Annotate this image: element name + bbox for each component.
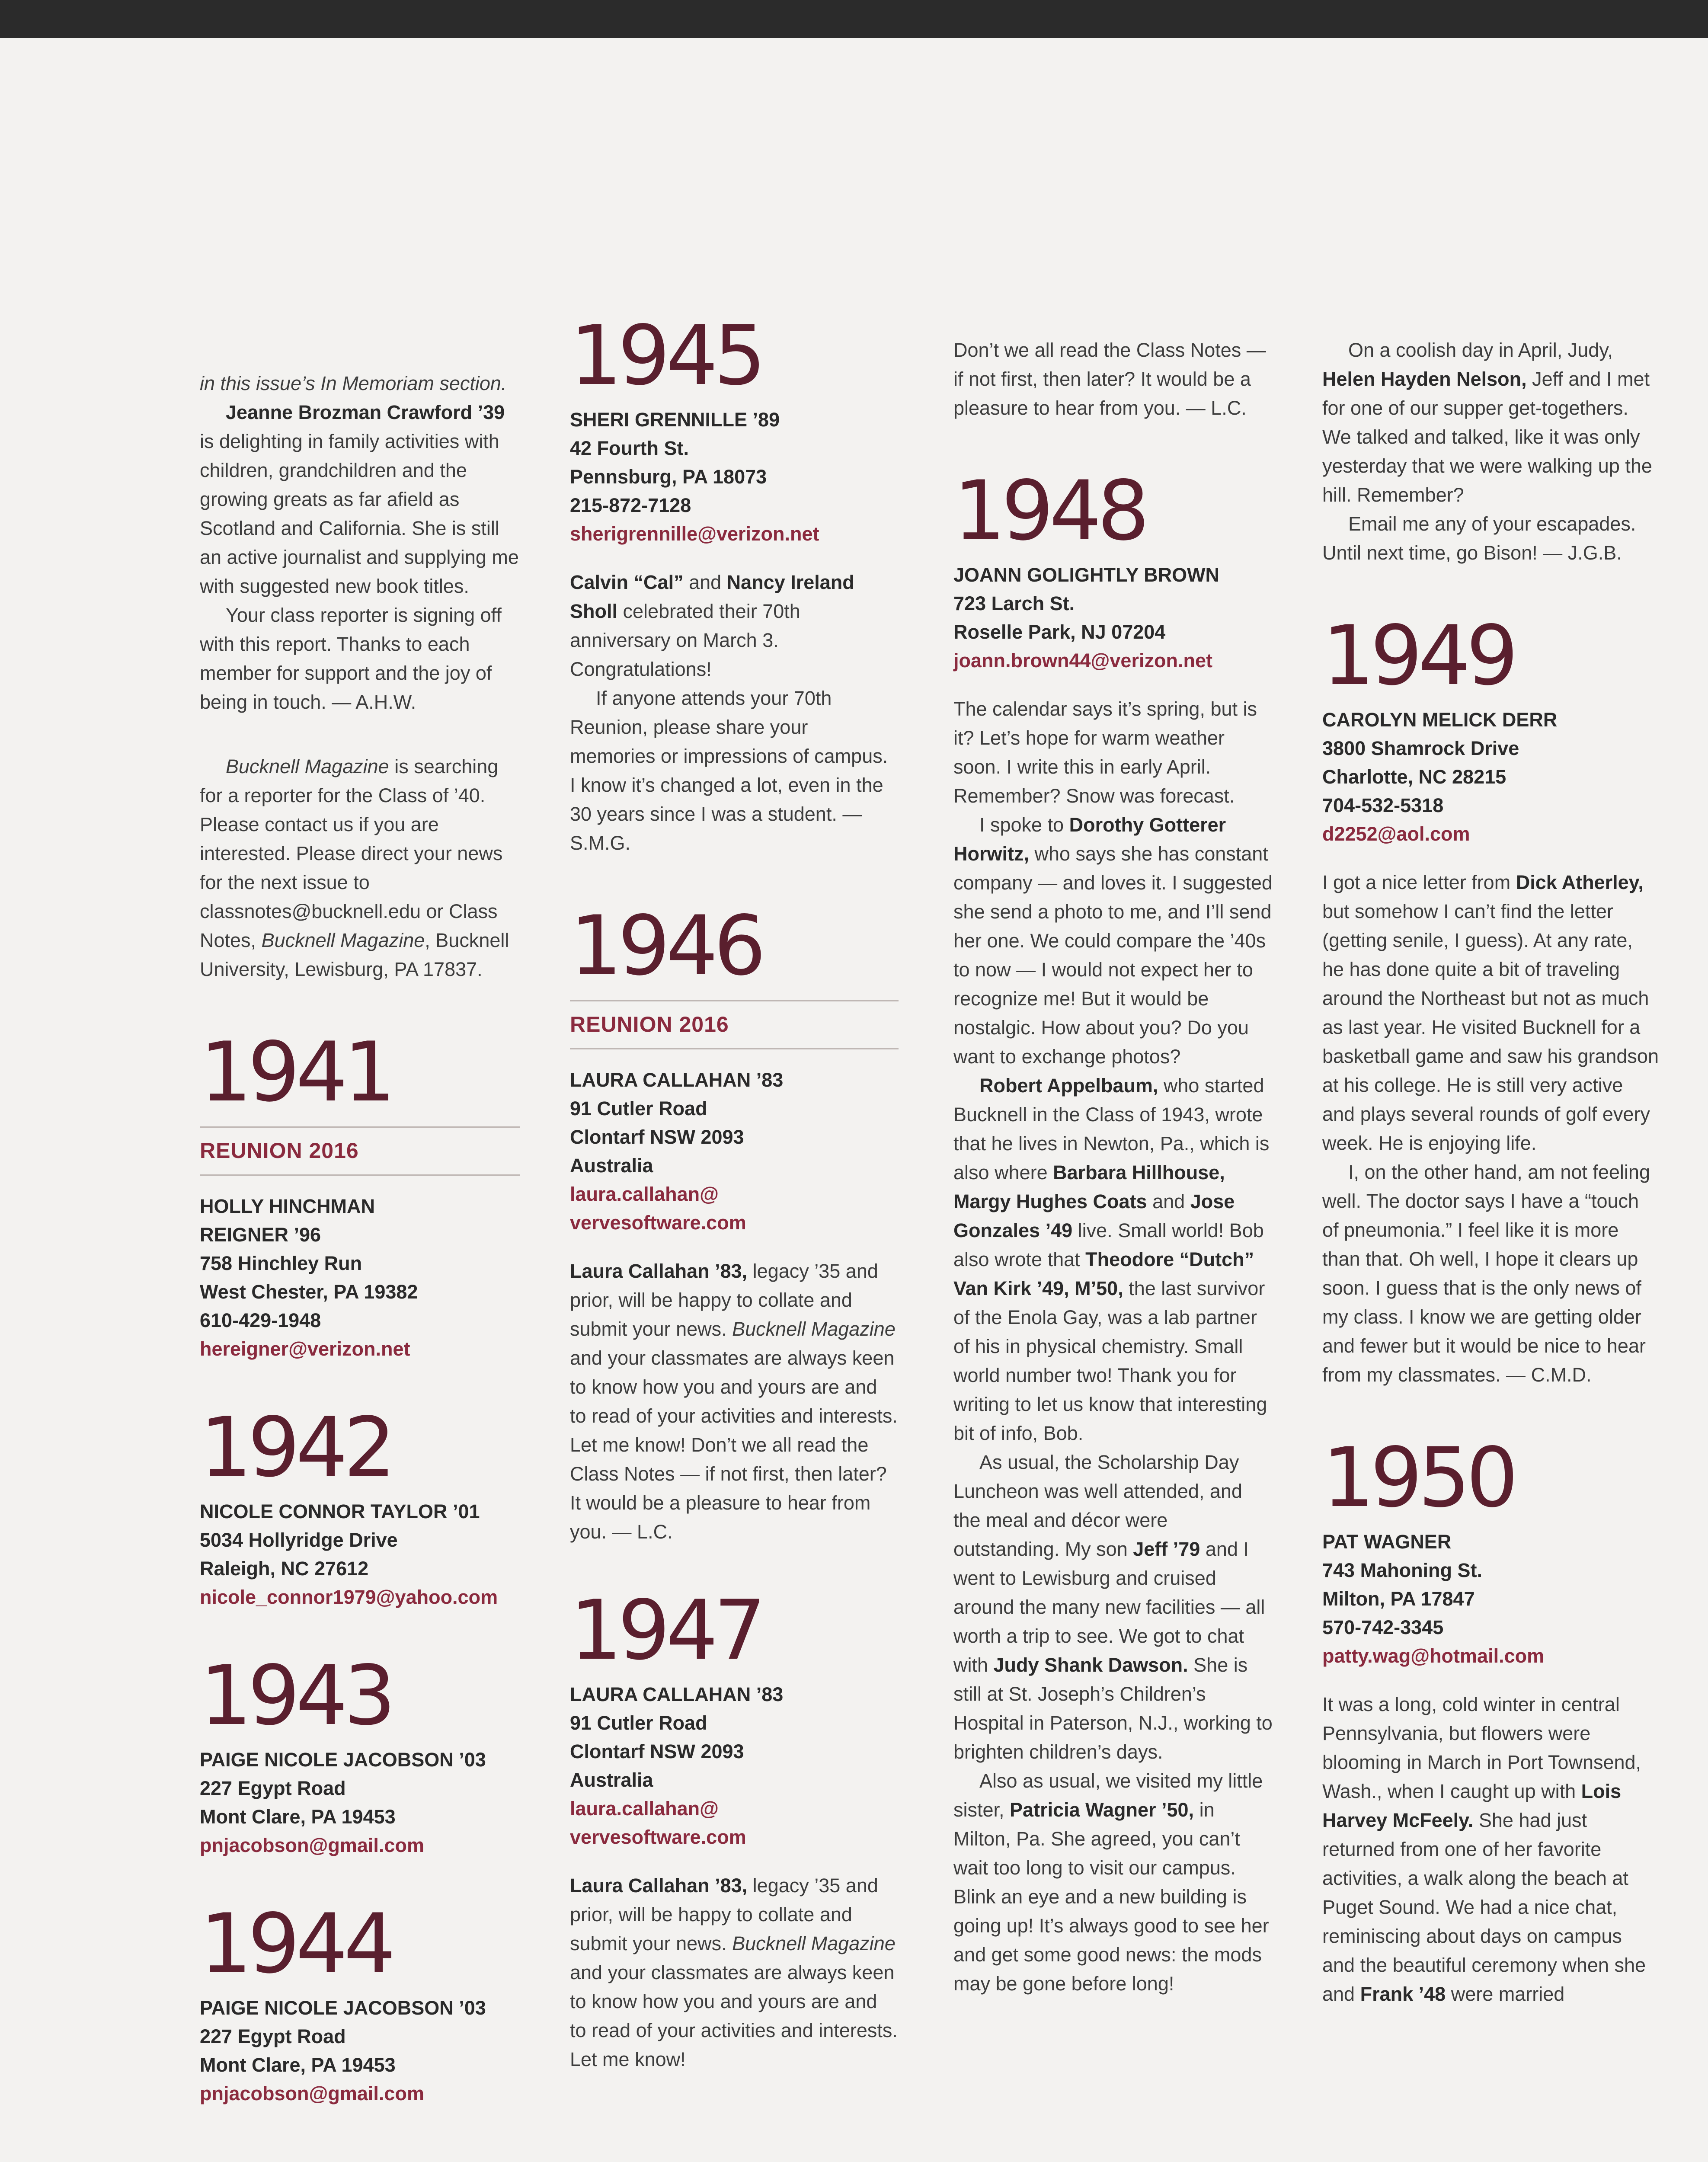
reporter-email[interactable]: hereigner@verizon.net bbox=[200, 1338, 410, 1360]
reporter-block-1943: PAIGE NICOLE JACOBSON ’03 227 Egypt Road Mont Clare, PA 19453 pnjacobson@gmail.com bbox=[200, 1746, 520, 1860]
paragraph: I, on the other hand, am not feeling well. The doctor says I have a “touch of pneumonia.” I feel like it is more than that. Oh well, I hope it clears up soon. I guess that is the only news of my class. I know we are getting older and fewer but it would be nice to hear from my classmates. — C.M.D. bbox=[1322, 1161, 1650, 1386]
reporter-block-1944: PAIGE NICOLE JACOBSON ’03 227 Egypt Road Mont Clare, PA 19453 pnjacobson@gmail.com bbox=[200, 1994, 520, 2108]
reporter-email[interactable]: pnjacobson@gmail.com bbox=[200, 2082, 424, 2104]
year-heading-1943: 1943 bbox=[200, 1648, 392, 1743]
paragraph: On a coolish day in April, Judy, Helen Hayden Nelson, Jeff and I met for one of our supper get-togethers. We talked and talked, like it was only yesterday that we were walking up the hill. Remember? bbox=[1322, 339, 1652, 506]
reporter-email[interactable]: d2252@aol.com bbox=[1322, 823, 1470, 845]
paragraph: Bucknell Magazine is searching for a reporter for the Class of ’40. Please contact us if you are interested. Please direct your news for the next issue to classnotes@bucknell.edu or Class Notes, Bucknell Magazine, Bucknell University, Lewisburg, PA 17837. bbox=[200, 755, 509, 980]
column-3 bbox=[953, 336, 1274, 1998]
reporter-email[interactable]: vervesoftware.com bbox=[570, 1212, 746, 1234]
paragraph: Robert Appelbaum, who started Bucknell in the Class of 1943, wrote that he lives in Newton, Pa., which is also where Barbara Hillhouse, Margy Hughes Coats and Jose Gonzales ’49 live. Small world! Bob also wrote that Theodore “Dutch” Van Kirk ’49, M’50, the last survivor of the Enola Gay, was a lab partner of his in physical chemistry. Small world number two! Thank you for writing to let us know that interesting bit of info, Bob. bbox=[953, 1075, 1270, 1444]
reunion-label: REUNION 2016 bbox=[570, 1000, 899, 1049]
reporter-email[interactable]: laura.callahan@ bbox=[570, 1797, 719, 1820]
year-heading-1945: 1945 bbox=[570, 308, 762, 403]
paragraph: Email me any of your escapades. Until next time, go Bison! — J.G.B. bbox=[1322, 513, 1636, 564]
reunion-label: REUNION 2016 bbox=[200, 1126, 520, 1176]
paragraph: Laura Callahan ’83, legacy ’35 and prior, will be happy to collate and submit your news. Bucknell Magazine and your classmates are always keen to know how you and yours are and to read of your activities and interests. Let me know! bbox=[570, 1874, 898, 2070]
intro-text: in this issue’s In Memoriam section. bbox=[200, 372, 507, 394]
year-heading-1942: 1942 bbox=[200, 1400, 392, 1495]
year-heading-1944: 1944 bbox=[200, 1896, 392, 1992]
reporter-email[interactable]: nicole_connor1979@yahoo.com bbox=[200, 1586, 498, 1608]
paragraph: The calendar says it’s spring, but is it? Let’s hope for warm weather soon. I write this in early April. Remember? Snow was forecast. bbox=[953, 698, 1257, 807]
year-heading-1947: 1947 bbox=[570, 1583, 762, 1678]
reporter-block-1947: LAURA CALLAHAN ’83 91 Cutler Road Clontarf NSW 2093 Australia laura.callahan@ vervesoftware.com bbox=[570, 1680, 899, 1852]
column-2 bbox=[570, 308, 899, 2074]
reporter-email[interactable]: joann.brown44@verizon.net bbox=[953, 649, 1212, 672]
reporter-block-1945: SHERI GRENNILLE ’89 42 Fourth St. Pennsburg, PA 18073 215-872-7128 sherigrennille@verizon.net bbox=[570, 406, 899, 548]
paragraph: As usual, the Scholarship Day Luncheon was well attended, and the meal and décor were outstanding. My son Jeff ’79 and I went to Lewisburg and cruised around the many new facilities — all worth a trip to see. We got to chat with Judy Shank Dawson. She is still at St. Joseph’s Children’s Hospital in Paterson, N.J., working to brighten children’s days. bbox=[953, 1451, 1273, 1763]
paragraph: It was a long, cold winter in central Pennsylvania, but flowers were blooming in March in Port Townsend, Wash., when I caught up with Lois Harvey McFeely. She had just returned from one of her favorite activities, a walk along the beach at Puget Sound. We had a nice chat, reminiscing about days on campus and the beautiful ceremony when she and Frank ’48 were married bbox=[1322, 1693, 1646, 2005]
reporter-email[interactable]: vervesoftware.com bbox=[570, 1826, 746, 1848]
year-heading-1941: 1941 bbox=[200, 1024, 392, 1120]
reporter-email[interactable]: patty.wag@hotmail.com bbox=[1322, 1645, 1545, 1667]
column-1 bbox=[200, 369, 520, 2108]
paragraph: I got a nice letter from Dick Atherley, but somehow I can’t find the letter (getting senile, I guess). At any rate, he has done quite a bit of traveling around the Northeast but not as much as last year. He visited Bucknell for a basketball game and saw his grandson at his college. He is still very active and plays several rounds of golf every week. He is enjoying life. bbox=[1322, 871, 1659, 1154]
reporter-block-1941: HOLLY HINCHMAN REIGNER ’96 758 Hinchley Run West Chester, PA 19382 610-429-1948 hereigner@verizon.net bbox=[200, 1192, 520, 1363]
paragraph: Laura Callahan ’83, legacy ’35 and prior, will be happy to collate and submit your news. Bucknell Magazine and your classmates are always keen to know how you and yours are and to read of your activities and interests. Let me know! Don’t we all read the Class Notes — if not first, then later? It would be a pleasure to hear from you. — L.C. bbox=[570, 1260, 898, 1543]
year-heading-1949: 1949 bbox=[1322, 608, 1514, 704]
magazine-page bbox=[0, 38, 1708, 2162]
reporter-block-1948: JOANN GOLIGHTLY BROWN 723 Larch St. Roselle Park, NJ 07204 joann.brown44@verizon.net bbox=[953, 561, 1274, 675]
paragraph: Your class reporter is signing off with this report. Thanks to each member for support and the joy of being in touch. — A.H.W. bbox=[200, 604, 502, 713]
reporter-block-1946: LAURA CALLAHAN ’83 91 Cutler Road Clontarf NSW 2093 Australia laura.callahan@ vervesoftware.com bbox=[570, 1066, 899, 1237]
paragraph: If anyone attends your 70th Reunion, please share your memories or impressions of campus. I know it’s changed a lot, even in the 30 years since I was a student. — S.M.G. bbox=[570, 687, 888, 854]
paragraph: Calvin “Cal” and Nancy Ireland Sholl celebrated their 70th anniversary on March 3. Congratulations! bbox=[570, 571, 854, 680]
paragraph: I spoke to Dorothy Gotterer Horwitz, who says she has constant company — and loves it. I suggested she send a photo to me, and I’ll send her one. We could compare the ’40s to now — I would not expect her to recognize me! But it would be nostalgic. How about you? Do you want to exchange photos? bbox=[953, 814, 1273, 1068]
reporter-block-1950: PAT WAGNER 743 Mahoning St. Milton, PA 17847 570-742-3345 patty.wag@hotmail.com bbox=[1322, 1528, 1660, 1670]
reporter-email[interactable]: laura.callahan@ bbox=[570, 1183, 719, 1205]
reporter-email[interactable]: sherigrennille@verizon.net bbox=[570, 523, 819, 545]
column-4 bbox=[1322, 336, 1660, 2008]
reporter-email[interactable]: pnjacobson@gmail.com bbox=[200, 1834, 424, 1856]
reporter-block-1949: CAROLYN MELICK DERR 3800 Shamrock Drive Charlotte, NC 28215 704-532-5318 d2252@aol.com bbox=[1322, 706, 1660, 848]
paragraph: Jeanne Brozman Crawford ’39 is delighting in family activities with children, grandchildren and the growing greats as far afield as Scotland and California. She is still an active journalist and supplying me with suggested new book titles. bbox=[200, 401, 519, 597]
paragraph: Also as usual, we visited my little sister, Patricia Wagner ’50, in Milton, Pa. She agreed, you can’t wait too long to visit our campus. Blink an eye and a new building is going up! It’s always good to see her and get some good news: the mods may be gone before long! bbox=[953, 1770, 1269, 1995]
year-heading-1946: 1946 bbox=[570, 898, 762, 994]
reporter-block-1942: NICOLE CONNOR TAYLOR ’01 5034 Hollyridge Drive Raleigh, NC 27612 nicole_connor1979@yahoo.com bbox=[200, 1497, 520, 1612]
year-heading-1950: 1950 bbox=[1322, 1430, 1514, 1526]
year-heading-1948: 1948 bbox=[953, 463, 1145, 559]
paragraph: Don’t we all read the Class Notes — if not first, then later? It would be a pleasure to hear from you. — L.C. bbox=[953, 339, 1266, 419]
